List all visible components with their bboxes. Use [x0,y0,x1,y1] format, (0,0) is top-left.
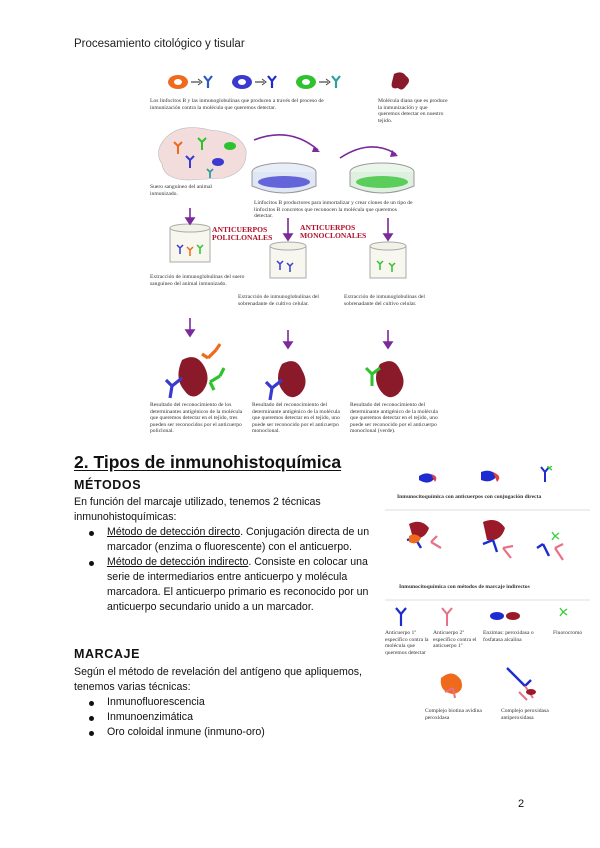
legend-biotin-complex: Complejo biotina avidina peroxidasa [425,708,482,721]
label-polyclonal: ANTICUERPOS POLICLONALES [212,225,273,242]
caption-mono-extraction-1: Extracción de inmunoglobulinas del sobrenadante de cultivo celular. [238,294,319,307]
caption-b-cells: Los linfocitos B y las inmunoglobulinas que producen a través del proceso de inmunización contra la molécula que queremos detectar. [150,98,324,111]
legend-icons [396,608,567,626]
caption-result-mono-2: Resultado del reconocimiento del determinante antigénico de la molécula que queremos detectar en el tejido, uno puede ser reconocido por el anticuerpo monoclonal (verde). [350,402,438,435]
list-item [74,525,374,555]
legend-fluorochrome: Fluorocromo [553,630,583,636]
tube-monoclonal-blue-icon [270,242,306,278]
target-molecule-icon [392,72,409,89]
metodos-list [74,525,374,615]
term-indirect-desc: . Consiste en colocar una serie de intermediarios entre anticuerpo y molécula marcadora. El anticuerpo primario es reconocido por un anticuerpo secundario unido a un marcador. [107,556,369,613]
antibody-production-figure [150,68,450,452]
tube-monoclonal-green-icon [370,242,406,278]
caption-mono-extraction-2: Extracción de inmunoglobulinas del sobrenadante del cultivo celular. [344,294,425,307]
term-direct-desc: . Conjugación directa de un marcador (enzima o fluorescente) con el anticuerpo. [107,526,370,553]
tube-polyclonal-icon [170,224,210,262]
legend-enzymes: Enzimas: peroxidasa o fosfatasa alcalina [483,630,534,643]
caption-serum: Suero sanguíneo del animal inmunizado. [150,184,212,197]
legend-pap-complex: Complejo peroxidasa antiperoxidasa [501,708,549,721]
caption-hybridoma: Linfocitos B productores para inmortalizar y crear clones de un tipo de linfocitos B concretos que reconocen la molécula que queremos detectar. [254,200,413,220]
marcaje-list [74,695,374,740]
title-direct: Inmunocitoquímica con anticuerpos con conjugación directa [397,494,542,500]
b-cell-blue-icon [232,75,276,89]
result-monoclonal-green-icon [366,361,404,397]
labeling-diagram [385,466,590,728]
petri-dish-blue-icon [252,163,316,193]
list-item [74,555,374,615]
label-monoclonal: ANTICUERPOS MONOCLONALES [300,223,367,240]
caption-result-mono-1: Resultado del reconocimiento del determinante antigénico de la molécula que queremos detectar en el tejido, uno puede ser reconocido por el anticuerpo monoclonal. [252,402,340,435]
result-polyclonal-icon [166,344,224,398]
b-cell-orange-icon [168,75,212,89]
complex-icons [441,668,536,700]
title-indirect: Inmunocitoquímica con métodos de marcaje indirectos [399,584,530,590]
caption-target-molecule: Molécula diana que es produce la inmunización y que queremos detectar en nuestro tejido. [378,98,448,124]
list-item: Inmunoenzimática [74,710,374,725]
caption-poly-extraction: Extracción de inmunoglobulinas del suero sanguíneo del animal inmunizado. [150,274,245,287]
direct-conjugation-icons [419,466,552,483]
list-item: Oro coloidal inmune (inmuno-oro) [74,725,374,740]
page-header: Procesamiento citológico y tisular [74,38,245,50]
metodos-intro: En función del marcaje utilizado, tenemos 2 técnicas inmunohistoquímicas: [74,496,321,523]
metodos-heading: MÉTODOS [74,478,142,492]
immunocytochemistry-figure [385,466,590,728]
term-direct: Método de detección directo [107,526,241,538]
antibody-diagram [150,68,450,452]
legend-primary-antibody: Anticuerpo 1º específico contra la molécula que queremos detectar [385,630,429,656]
caption-result-poly: Resultado del reconocimiento de los determinantes antigénicos de la molécula que queremos detectar en el tejido, tres pueden ser reconocidos por el anticuerpo policlonal. [150,402,243,435]
legend-secondary-antibody: Anticuerpo 2º específico contra el anticuerpo 1º [433,630,477,650]
section-title: 2. Tipos de inmunohistoquímica [74,452,342,472]
list-item: Inmunofluorescencia [74,695,374,710]
immunized-animal-icon [158,128,246,180]
result-monoclonal-blue-icon [266,361,306,400]
term-indirect: Método de detección indirecto [107,556,249,568]
b-cell-green-icon [296,75,340,89]
petri-dish-green-icon [350,163,414,193]
page-number: 2 [518,798,525,810]
marcaje-heading: MARCAJE [74,647,141,661]
indirect-labeling-icons [407,520,563,560]
marcaje-intro: Según el método de revelación del antígeno que apliquemos, tenemos varias técnicas: [74,666,363,693]
